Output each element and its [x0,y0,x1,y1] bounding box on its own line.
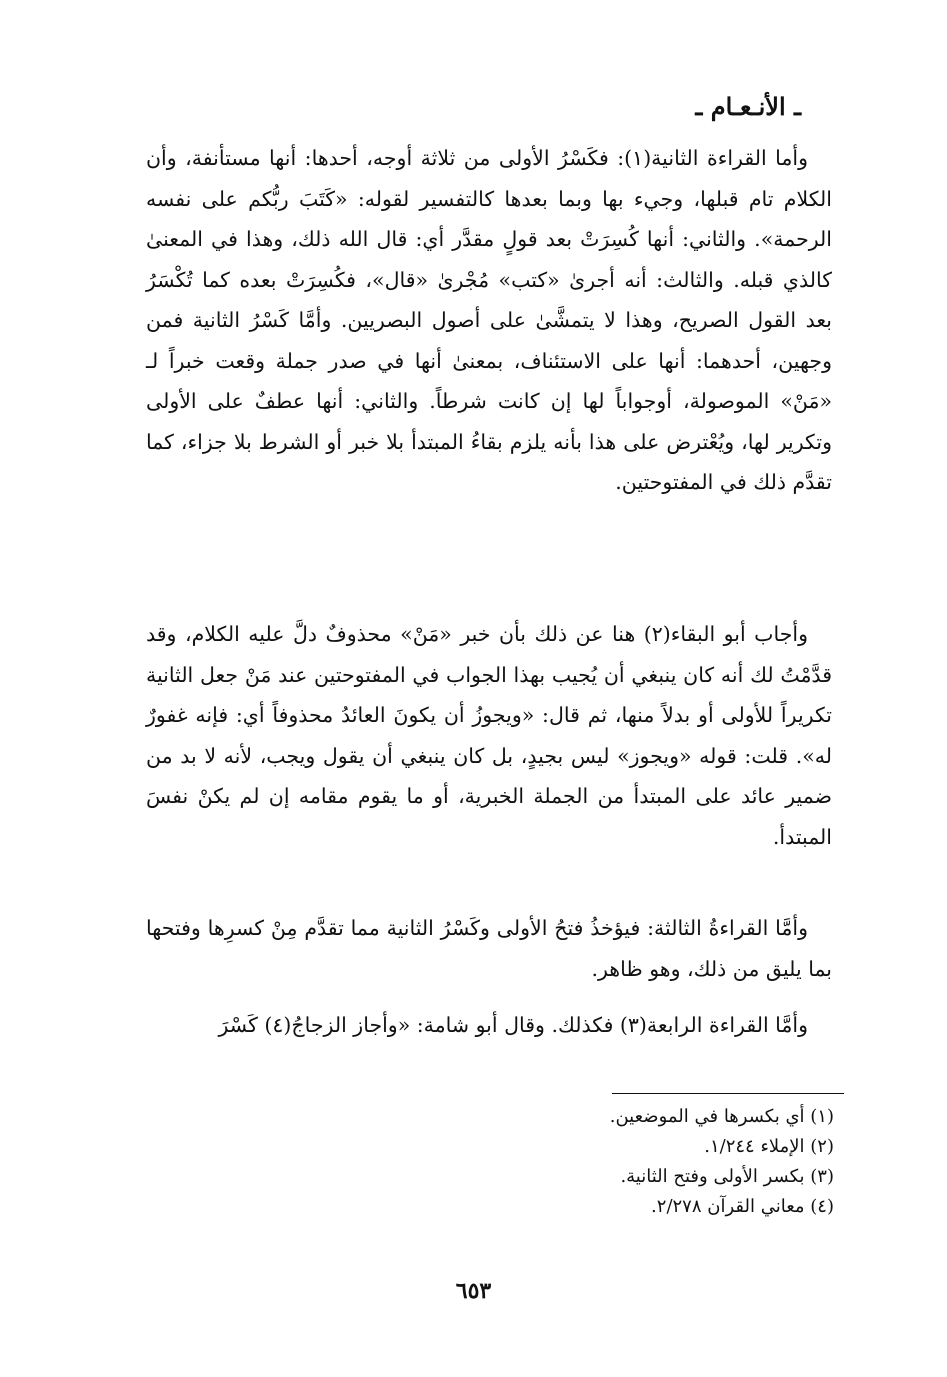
footnote-1: (١) أي بكسرها في الموضعين. [609,1106,834,1127]
paragraph-3 [146,908,832,989]
footnote-4: (٤) معاني القرآن ٢/٢٧٨. [651,1196,834,1217]
footnotes [400,1102,834,1222]
paragraph-3-text: وأمَّا القراءةُ الثالثة: فيؤخذُ فتحُ الأولى وكَسْرُ الثانية مما تقدَّم مِنْ كسرِها وفتحها بما يليق من ذلك، وهو ظاهر. [146,916,832,981]
running-header: ـ الأنـعـام ـ [695,92,801,121]
page-number: ٦٥٣ [455,1278,492,1304]
paragraph-2-text: وأجاب أبو البقاء(٢) هنا عن ذلك بأن خبر «مَنْ» محذوفٌ دلَّ عليه الكلام، وقد قدَّمْتُ لك أنه كان ينبغي أن يُجيب بهذا الجواب في المفتوحتين عند مَنْ جعل الثانية تكريراً للأولى أو بدلاً منها، ثم قال: «ويجوزُ أن يكونَ العائدُ محذوفاً أي: فإنه غفورٌ له». قلت: قوله «ويجوز» ليس بجيدٍ، بل كان ينبغي أن يقول ويجب، لأنه لا بد من ضمير عائد على المبتدأ من الجملة الخبرية، أو ما يقوم مقامه إن لم يكنْ نفسَ المبتدأ. [146,622,832,849]
footnote-2: (٢) الإملاء ١/٢٤٤. [704,1136,834,1157]
footnote-separator [612,1093,844,1094]
footnote-3: (٣) بكسر الأولى وفتح الثانية. [620,1166,834,1187]
paragraph-1 [146,138,832,503]
paragraph-4 [146,1005,832,1046]
paragraph-1-text: وأما القراءة الثانية(١): فكَسْرُ الأولى من ثلاثة أوجه، أحدها: أنها مستأنفة، وأن الكلام تام قبلها، وجيء بها وبما بعدها كالتفسير لقوله: «كَتَبَ ربُّكم على نفسه الرحمة». والثاني: أنها كُسِرَتْ بعد قولٍ مقدَّر أي: قال الله ذلك، وهذا في المعنىٰ كالذي قبله. والثالث: أنه أجرىٰ «كتب» مُجْرىٰ «قال»، فكُسِرَتْ بعده كما تُكْسَرُ بعد القول الصريح، وهذا لا يتمشَّىٰ على أصول البصريين. وأمَّا كَسْرُ الثانية فمن وجهين، أحدهما: أنها على الاستئناف، بمعنىٰ أنها في صدر جملة وقعت خبراً لـ «مَنْ» الموصولة، أوجواباً لها إن كانت شرطاً. والثاني: أنها عطفٌ على الأولى وتكرير لها، ويُعْترض على هذا بأنه يلزم بقاءُ المبتدأ بلا خبر أو الشرط بلا جزاء، كما تقدَّم ذلك في المفتوحتين. [146,146,832,494]
paragraph-4-text: وأمَّا القراءة الرابعة(٣) فكذلك. وقال أبو شامة: «وأجاز الزجاجُ(٤) كَسْرَ [218,1013,808,1037]
paragraph-2 [146,614,832,857]
